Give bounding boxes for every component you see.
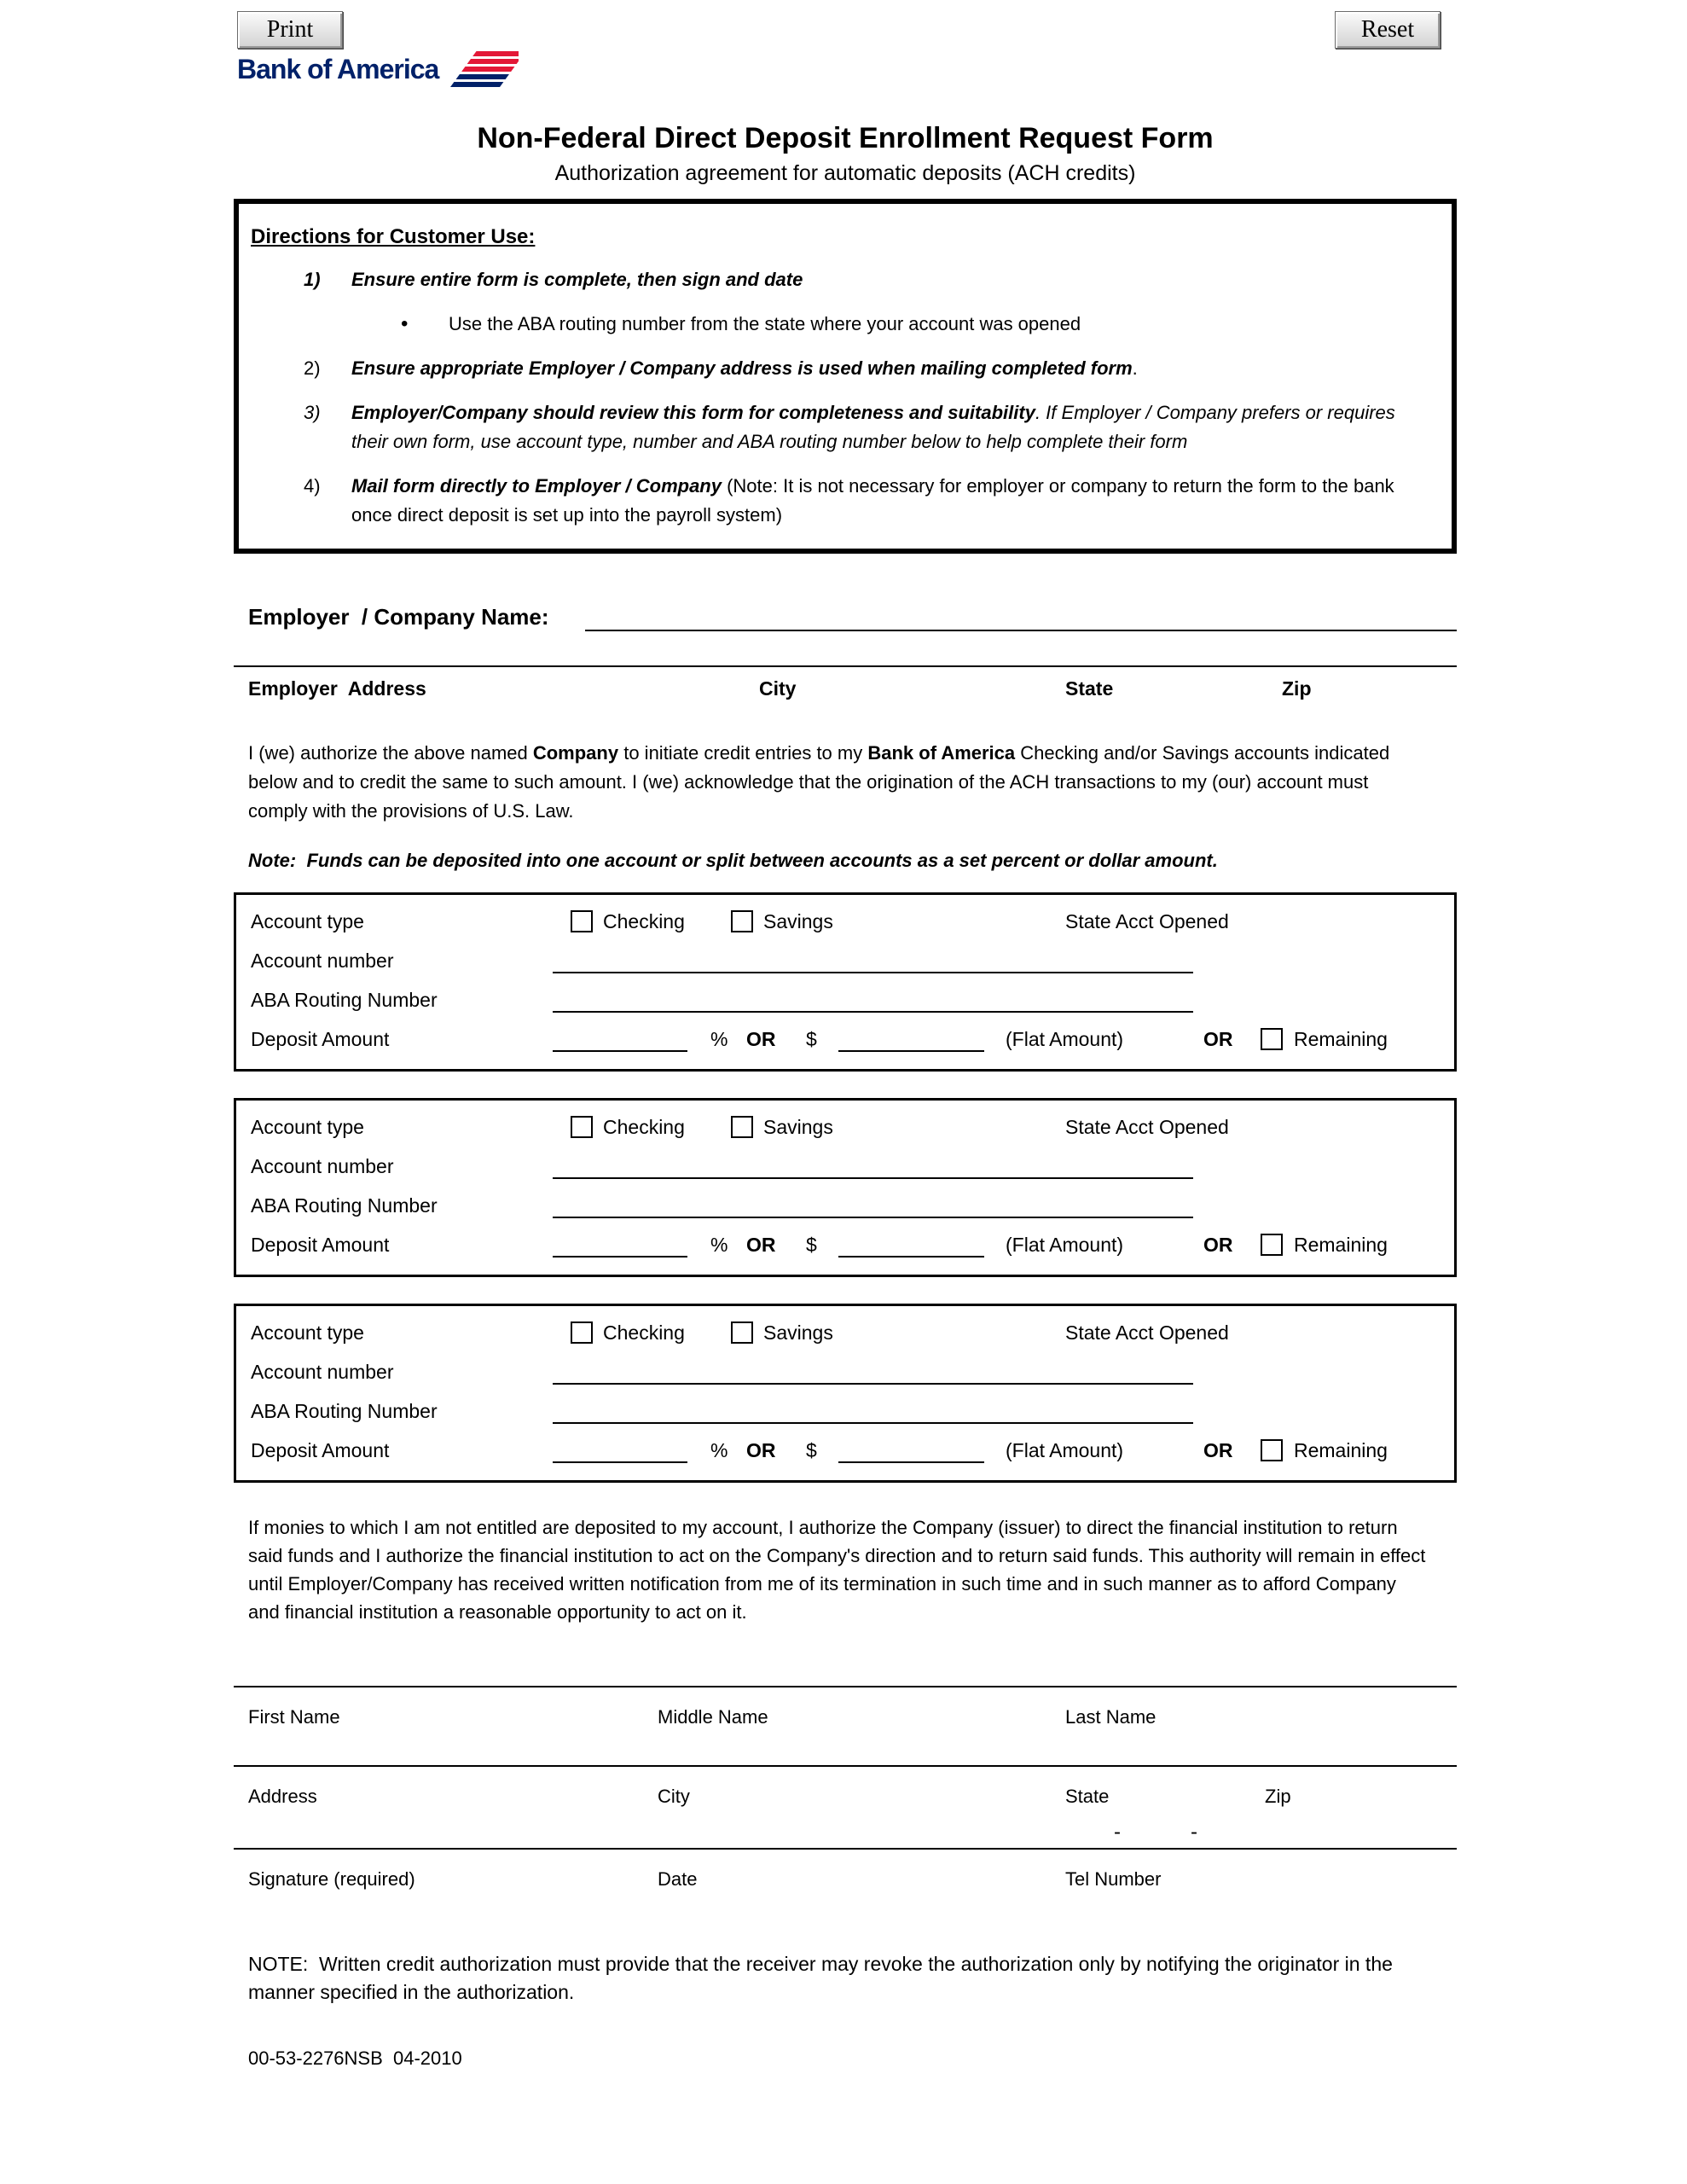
first-name-label: First Name: [248, 1706, 340, 1728]
tel-dash-2: -: [1191, 1821, 1197, 1844]
employer-name-label: Employer / Company Name:: [248, 604, 549, 630]
zip-label: Zip: [1265, 1786, 1291, 1807]
direction-item-4-text: Mail form directly to Employer / Company (Note: It is not necessary for employer or company to return the form to the bank once direct deposit is set up into the payroll system): [351, 475, 1400, 526]
account-type-row: [236, 1107, 1454, 1147]
direction-item-4: [304, 472, 1431, 530]
account-number-field[interactable]: [553, 1383, 1193, 1385]
account-box-1: [234, 892, 1457, 1072]
account-number-field[interactable]: [553, 972, 1193, 973]
date-label: Date: [658, 1868, 698, 1890]
address-labels-row: [234, 1767, 1457, 1848]
account-number-row: [236, 941, 1454, 980]
account-type-label: Account type: [251, 1321, 364, 1344]
account-number-label: Account number: [251, 1155, 394, 1177]
direction-item-4-number: 4): [304, 475, 321, 497]
aba-routing-label: ABA Routing Number: [251, 989, 438, 1011]
deposit-amount-label: Deposit Amount: [251, 1028, 390, 1050]
aba-routing-row: [236, 980, 1454, 1019]
or-text-2: OR: [1203, 1234, 1233, 1256]
account-box-2: [234, 1098, 1457, 1277]
employer-name-field[interactable]: [585, 606, 1457, 631]
remaining-label: Remaining: [1294, 1028, 1388, 1050]
direction-bullet-1-text: Use the ABA routing number from the state where your account was opened: [449, 313, 1081, 334]
address-label: Address: [248, 1786, 317, 1807]
direction-item-3-text: Employer/Company should review this form for completeness and suitability. If Employer / Company prefers or requires their own form, use account type, number and ABA routing number below to help complete their form: [351, 402, 1406, 452]
checking-checkbox[interactable]: [571, 910, 593, 932]
checking-checkbox[interactable]: [571, 1321, 593, 1344]
logo-text: Bank of America: [237, 53, 439, 84]
dollar-sign: $: [806, 1439, 817, 1461]
or-text: OR: [746, 1234, 776, 1256]
signature-labels-row: [234, 1850, 1457, 1894]
checking-checkbox[interactable]: [571, 1116, 593, 1138]
employer-address-header: [234, 665, 1457, 715]
reset-button[interactable]: Reset: [1335, 11, 1441, 49]
middle-name-label: Middle Name: [658, 1706, 768, 1728]
savings-checkbox[interactable]: [731, 910, 753, 932]
aba-routing-row: [236, 1391, 1454, 1431]
direction-item-3-number: 3): [304, 402, 321, 423]
or-text: OR: [746, 1028, 776, 1050]
liability-paragraph: If monies to which I am not entitled are deposited to my account, I authorize the Company (issuer) to direct the financial institution to return said funds and I authorize the financial institution to act on the Company's direction and to return said funds. This authority will remain in effect until Employer/Company has received written notification from me of its termination in such time and in such manner as to afford Company and financial institution a reasonable opportunity to act on it.: [248, 1517, 1426, 1623]
city-label: City: [658, 1786, 690, 1807]
split-deposit-note: Note: Funds can be deposited into one account or split between accounts as a set percent or dollar amount.: [248, 850, 1218, 871]
direction-item-3: [304, 398, 1431, 456]
aba-routing-label: ABA Routing Number: [251, 1400, 438, 1422]
checking-label: Checking: [603, 910, 685, 932]
form-title: Non-Federal Direct Deposit Enrollment Request Form: [477, 122, 1214, 154]
direction-item-1-text: Ensure entire form is complete, then sign and date: [351, 269, 803, 290]
flat-amount-label: (Flat Amount): [1006, 1439, 1124, 1461]
savings-label: Savings: [763, 1116, 833, 1138]
employer-city-label: City: [759, 677, 797, 700]
savings-checkbox[interactable]: [731, 1321, 753, 1344]
direction-item-2-text: Ensure appropriate Employer / Company address is used when mailing completed form.: [351, 357, 1138, 379]
revocation-note: NOTE: Written credit authorization must provide that the receiver may revoke the authorization only by notifying the originator in the manner specified in the authorization.: [248, 1953, 1399, 2003]
savings-label: Savings: [763, 910, 833, 932]
or-text-2: OR: [1203, 1028, 1233, 1050]
employer-zip-label: Zip: [1282, 677, 1312, 700]
print-button[interactable]: Print: [237, 11, 343, 49]
deposit-amount-row: [236, 1019, 1454, 1059]
deposit-amount-label: Deposit Amount: [251, 1234, 390, 1256]
aba-routing-label: ABA Routing Number: [251, 1194, 438, 1217]
percent-sign: %: [710, 1028, 728, 1050]
account-box-3: [234, 1304, 1457, 1483]
percent-field[interactable]: [553, 1256, 687, 1258]
deposit-amount-label: Deposit Amount: [251, 1439, 390, 1461]
account-number-field[interactable]: [553, 1177, 1193, 1179]
form-subtitle: Authorization agreement for automatic deposits (ACH credits): [554, 161, 1136, 185]
percent-sign: %: [710, 1439, 728, 1461]
employer-name-row: [234, 602, 1457, 631]
state-acct-opened-label: State Acct Opened: [1065, 910, 1229, 932]
flat-amount-field[interactable]: [838, 1461, 984, 1463]
savings-label: Savings: [763, 1321, 833, 1344]
directions-box: [234, 199, 1457, 554]
remaining-label: Remaining: [1294, 1439, 1388, 1461]
flat-amount-field[interactable]: [838, 1256, 984, 1258]
signature-section: [234, 1686, 1457, 1894]
bullet-icon: [401, 310, 449, 339]
account-number-row: [236, 1147, 1454, 1186]
or-text: OR: [746, 1439, 776, 1461]
account-number-row: [236, 1352, 1454, 1391]
authorization-paragraph: I (we) authorize the above named Company to initiate credit entries to my Bank of America Checking and/or Savings accounts indicated below and to credit the same to such amount. I (we) acknowledge that the origination of the ACH transactions to my (our) account must comply with the provisions of U.S. Law.: [248, 742, 1390, 822]
company-bold: Company: [532, 742, 619, 764]
aba-routing-field[interactable]: [553, 1422, 1193, 1424]
employer-address-label: Employer Address: [248, 677, 426, 700]
deposit-amount-row: [236, 1225, 1454, 1264]
account-number-label: Account number: [251, 1361, 394, 1383]
tel-dash-1: -: [1114, 1821, 1121, 1844]
name-labels-row: [234, 1687, 1457, 1765]
flat-amount-label: (Flat Amount): [1006, 1028, 1124, 1050]
remaining-label: Remaining: [1294, 1234, 1388, 1256]
direction-item-2: [304, 354, 1431, 383]
account-type-label: Account type: [251, 1116, 364, 1138]
account-type-row: [236, 1313, 1454, 1352]
percent-field[interactable]: [553, 1050, 687, 1052]
direction-item-1: [304, 265, 1431, 294]
aba-routing-field[interactable]: [553, 1217, 1193, 1218]
aba-routing-row: [236, 1186, 1454, 1225]
form-content: [234, 0, 1457, 2070]
checking-label: Checking: [603, 1116, 685, 1138]
last-name-label: Last Name: [1065, 1706, 1157, 1728]
direction-item-2-number: 2): [304, 357, 321, 379]
remaining-checkbox[interactable]: [1261, 1028, 1283, 1050]
remaining-checkbox[interactable]: [1261, 1234, 1283, 1256]
checking-label: Checking: [603, 1321, 685, 1344]
flat-amount-label: (Flat Amount): [1006, 1234, 1124, 1256]
account-type-row: [236, 902, 1454, 941]
direction-item-1-number: 1): [304, 269, 321, 290]
savings-checkbox[interactable]: [731, 1116, 753, 1138]
form-number: 00-53-2276NSB 04-2010: [248, 2048, 462, 2069]
deposit-amount-row: [236, 1431, 1454, 1470]
flat-amount-field[interactable]: [838, 1050, 984, 1052]
state-label: State: [1065, 1786, 1110, 1807]
bank-bold: Bank of America: [867, 742, 1016, 764]
dollar-sign: $: [806, 1028, 817, 1050]
account-type-label: Account type: [251, 910, 364, 932]
account-number-label: Account number: [251, 950, 394, 972]
remaining-checkbox[interactable]: [1261, 1439, 1283, 1461]
employer-state-label: State: [1065, 677, 1114, 700]
dollar-sign: $: [806, 1234, 817, 1256]
percent-field[interactable]: [553, 1461, 687, 1463]
aba-routing-field[interactable]: [553, 1011, 1193, 1013]
state-acct-opened-label: State Acct Opened: [1065, 1116, 1229, 1138]
percent-sign: %: [710, 1234, 728, 1256]
directions-heading: Directions for Customer Use:: [251, 225, 536, 248]
direction-bullet-1: [401, 310, 1431, 339]
signature-required-label: Signature (required): [248, 1868, 415, 1890]
or-text-2: OR: [1203, 1439, 1233, 1461]
state-acct-opened-label: State Acct Opened: [1065, 1321, 1229, 1344]
tel-number-label: Tel Number: [1065, 1868, 1162, 1890]
